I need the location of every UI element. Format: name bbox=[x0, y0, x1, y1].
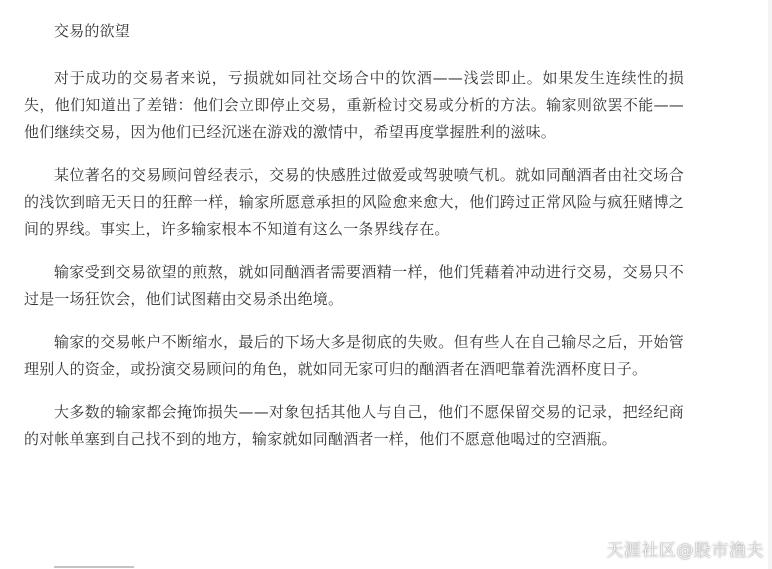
paragraph-4: 输家的交易帐户不断缩水，最后的下场大多是彻底的失败。但有些人在自己输尽之后，开始管理别人的资金，或扮演交易顾问的角色，就如同无家可归的酗酒者在酒吧靠着洗酒杯度日子。 bbox=[24, 333, 684, 378]
article-body bbox=[24, 18, 684, 469]
paragraph-2: 某位著名的交易顾问曾经表示，交易的快感胜过做爱或驾驶喷气机。就如同酗酒者由社交场合的浅饮到暗无天日的狂醉一样，输家所愿意承担的风险愈来愈大，他们跨过正常风险与疯狂赌博之间的界线。事实上，许多输家根本不知道有这么一条界线存在。 bbox=[24, 166, 684, 238]
paragraph-1: 对于成功的交易者来说，亏损就如同社交场合中的饮酒——浅尝即止。如果发生连续性的损失，他们知道出了差错：他们会立即停止交易，重新检讨交易或分析的方法。输家则欲罢不能——他们继续交易，因为他们已经沉迷在游戏的激情中，希望再度掌握胜利的滋味。 bbox=[24, 69, 684, 141]
paragraph-5: 大多数的输家都会掩饰损失——对象包括其他人与自己，他们不愿保留交易的记录，把经纪商的对帐单塞到自己找不到的地方，输家就如同酗酒者一样，他们不愿意他喝过的空酒瓶。 bbox=[24, 403, 684, 448]
watermark: 天涯社区@股市渔夫 bbox=[606, 541, 764, 561]
scrollbar[interactable] bbox=[768, 0, 772, 569]
cutoff-text-fragment bbox=[54, 566, 134, 568]
next-paragraph-cutoff bbox=[24, 558, 144, 569]
paragraph-3: 输家受到交易欲望的煎熬，就如同酗酒者需要酒精一样，他们凭藉着冲动进行交易，交易只不过是一场狂饮会，他们试图藉由交易杀出绝境。 bbox=[24, 263, 684, 308]
article-heading: 交易的欲望 bbox=[54, 22, 131, 40]
